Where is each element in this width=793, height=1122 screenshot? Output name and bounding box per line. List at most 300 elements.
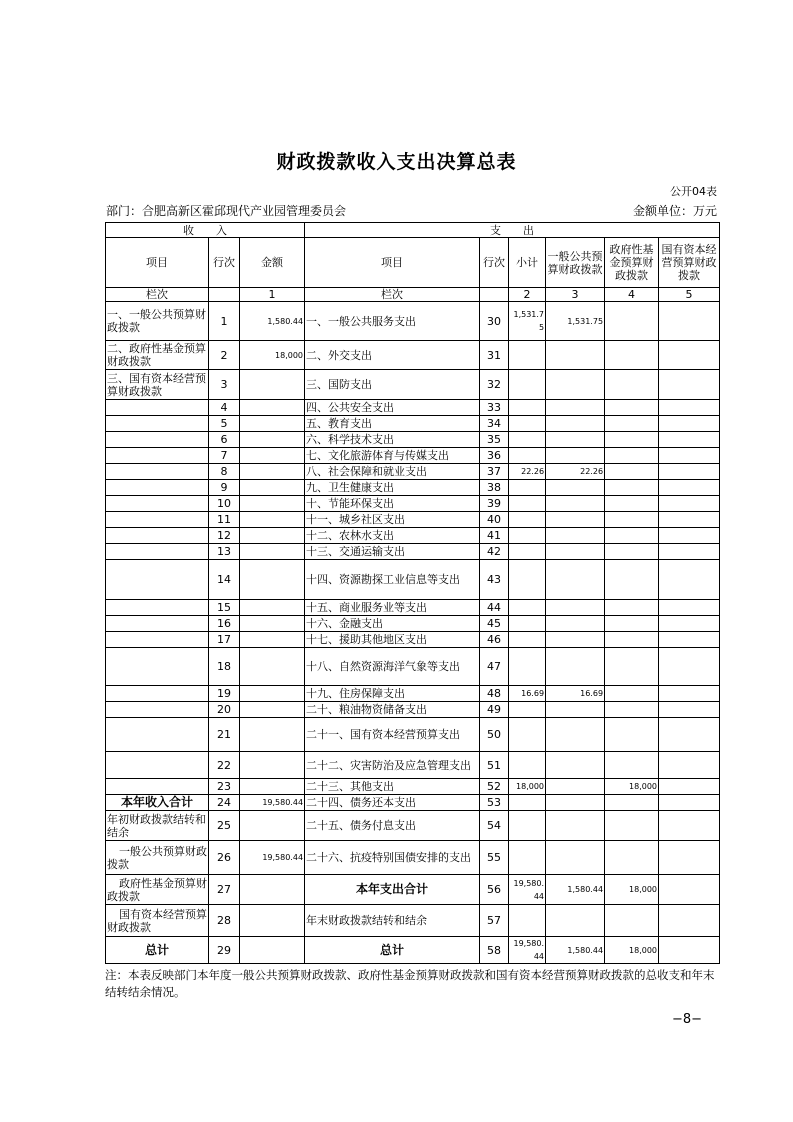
- general-budget-cell: [546, 616, 605, 632]
- expense-item-cell: 本年支出合计: [305, 875, 480, 905]
- income-amount-cell: [240, 811, 305, 841]
- state-capital-budget-cell: [659, 686, 720, 702]
- general-budget-cell: [546, 752, 605, 779]
- fund-budget-cell: [605, 341, 659, 370]
- general-budget-cell: [546, 528, 605, 544]
- subtotal-cell: [509, 718, 546, 752]
- general-budget-cell: [546, 632, 605, 648]
- table-row: [106, 341, 720, 370]
- expense-item-cell: 九、卫生健康支出: [305, 480, 480, 496]
- income-item-header: 项目: [106, 238, 209, 288]
- subtotal-cell: [509, 702, 546, 718]
- state-capital-budget-cell: [659, 512, 720, 528]
- state-capital-budget-cell: [659, 616, 720, 632]
- subtotal-cell: [509, 616, 546, 632]
- subtotal-cell: [509, 341, 546, 370]
- expense-line-cell: 43: [480, 560, 509, 600]
- income-line-cell: 23: [209, 779, 240, 795]
- expense-line-cell: 45: [480, 616, 509, 632]
- fund-budget-cell: [605, 841, 659, 875]
- fund-budget-cell: [605, 302, 659, 341]
- expense-item-cell: 五、教育支出: [305, 416, 480, 432]
- subtotal-cell: 19,580.44: [509, 937, 546, 964]
- expense-line-header: 行次: [480, 238, 509, 288]
- income-line-cell: 29: [209, 937, 240, 964]
- income-item-cell: 政府性基金预算财政拨款: [107, 876, 207, 903]
- page-number: −8−: [672, 1012, 703, 1027]
- expense-line-cell: 30: [480, 302, 509, 341]
- general-budget-cell: [546, 841, 605, 875]
- subtotal-cell: [509, 795, 546, 811]
- expense-item-cell: 二十、粮油物资储备支出: [305, 702, 480, 718]
- income-amount-cell: [240, 686, 305, 702]
- income-line-cell: 13: [209, 544, 240, 560]
- fund-budget-cell: [605, 616, 659, 632]
- expense-line-cell: 44: [480, 600, 509, 616]
- income-amount-cell: [240, 632, 305, 648]
- income-item-cell: [106, 560, 209, 600]
- subtotal-cell: [509, 600, 546, 616]
- table-row: [106, 512, 720, 528]
- expense-item-cell: 十五、商业服务业等支出: [305, 600, 480, 616]
- income-amount-cell: [240, 779, 305, 795]
- fund-budget-cell: [605, 448, 659, 464]
- state-capital-budget-cell: [659, 341, 720, 370]
- table-row: [106, 302, 720, 341]
- income-line-cell: 24: [209, 795, 240, 811]
- income-item-cell: [106, 512, 209, 528]
- page-title: 财政拨款收入支出决算总表: [276, 151, 517, 173]
- income-line-cell: 5: [209, 416, 240, 432]
- fund-budget-cell: 18,000: [605, 779, 659, 795]
- income-line-cell: 6: [209, 432, 240, 448]
- fund-budget-cell: [605, 544, 659, 560]
- table-row: [106, 937, 720, 964]
- income-amount-cell: [240, 560, 305, 600]
- table-row: [106, 560, 720, 600]
- state-capital-budget-cell: [659, 400, 720, 416]
- general-budget-cell: 1,580.44: [546, 875, 605, 905]
- fund-budget-cell: [605, 811, 659, 841]
- subtotal-header: 小计: [509, 238, 546, 288]
- general-budget-cell: 22.26: [546, 464, 605, 480]
- expense-line-cell: 53: [480, 795, 509, 811]
- income-item-cell: [106, 544, 209, 560]
- general-budget-cell: [546, 779, 605, 795]
- table-row: [106, 416, 720, 432]
- expense-item-cell: 二十五、债务付息支出: [305, 811, 480, 841]
- income-amount-cell: 1,580.44: [240, 302, 305, 341]
- expense-line-cell: 35: [480, 432, 509, 448]
- state-capital-budget-cell: [659, 795, 720, 811]
- income-amount-cell: [240, 416, 305, 432]
- expense-line-cell: 38: [480, 480, 509, 496]
- expense-line-cell: 49: [480, 702, 509, 718]
- expense-item-cell: 七、文化旅游体育与传媒支出: [305, 448, 480, 464]
- general-budget-cell: 16.69: [546, 686, 605, 702]
- income-item-cell: [106, 686, 209, 702]
- fund-budget-cell: [605, 432, 659, 448]
- income-item-cell: [106, 496, 209, 512]
- table-row: [106, 496, 720, 512]
- table-row: [106, 370, 720, 400]
- income-item-cell: [106, 616, 209, 632]
- state-capital-budget-cell: [659, 937, 720, 964]
- general-budget-cell: [546, 341, 605, 370]
- subtotal-cell: [509, 512, 546, 528]
- income-amount-cell: 19,580.44: [240, 795, 305, 811]
- fund-budget-cell: 18,000: [605, 937, 659, 964]
- expense-item-cell: 十八、自然资源海洋气象等支出: [305, 648, 480, 686]
- income-amount-cell: [240, 616, 305, 632]
- table-row: [106, 544, 720, 560]
- income-line-cell: 17: [209, 632, 240, 648]
- income-item-cell: 一、一般公共预算财政拨款: [106, 302, 209, 341]
- general-budget-cell: [546, 811, 605, 841]
- general-budget-cell: [546, 448, 605, 464]
- table-row: [106, 779, 720, 795]
- income-line-cell: 28: [209, 905, 240, 937]
- expense-item-cell: 二十三、其他支出: [305, 779, 480, 795]
- income-amount-cell: [240, 875, 305, 905]
- expense-line-cell: 39: [480, 496, 509, 512]
- general-budget-cell: [546, 544, 605, 560]
- general-budget-cell: [546, 795, 605, 811]
- income-item-cell: [106, 752, 209, 779]
- subtotal-cell: [509, 811, 546, 841]
- income-item-cell: 总计: [106, 937, 209, 964]
- income-amount-cell: [240, 432, 305, 448]
- income-line-cell: 15: [209, 600, 240, 616]
- table-row: [106, 795, 720, 811]
- income-line-cell: 10: [209, 496, 240, 512]
- income-amount-cell: [240, 718, 305, 752]
- general-budget-cell: 1,580.44: [546, 937, 605, 964]
- state-capital-budget-cell: [659, 496, 720, 512]
- table-row: [106, 464, 720, 480]
- fund-budget-cell: [605, 512, 659, 528]
- general-budget-cell: 1,531.75: [546, 302, 605, 341]
- general-budget-cell: [546, 718, 605, 752]
- general-budget-cell: [546, 480, 605, 496]
- expense-line-cell: 32: [480, 370, 509, 400]
- fund-budget-cell: [605, 632, 659, 648]
- fund-budget-cell: [605, 718, 659, 752]
- table-row: [106, 448, 720, 464]
- income-item-cell: [106, 648, 209, 686]
- general-budget-cell: [546, 496, 605, 512]
- income-line-cell: 2: [209, 341, 240, 370]
- fund-budget-cell: [605, 528, 659, 544]
- state-header: 国有资本经营预算财政拨款: [659, 238, 720, 288]
- general-budget-cell: [546, 702, 605, 718]
- income-amount-cell: [240, 370, 305, 400]
- footnote: 注：本表反映部门本年度一般公共预算财政拨款、政府性基金预算财政拨款和国有资本经营预算财政拨款的总收支和年末结转结余情况。: [105, 968, 715, 999]
- table-row: [106, 841, 720, 875]
- table-row: [106, 600, 720, 616]
- fund-budget-cell: [605, 480, 659, 496]
- expense-line-cell: 41: [480, 528, 509, 544]
- expense-item-cell: 十九、住房保障支出: [305, 686, 480, 702]
- expense-line-cell: 46: [480, 632, 509, 648]
- table-row: [106, 718, 720, 752]
- budget-table: [105, 222, 720, 964]
- state-capital-budget-cell: [659, 432, 720, 448]
- income-line-cell: 9: [209, 480, 240, 496]
- department-label: 部门：合肥高新区霍邱现代产业园管理委员会: [106, 204, 347, 218]
- expense-line-cell: 37: [480, 464, 509, 480]
- income-line-cell: 4: [209, 400, 240, 416]
- state-capital-budget-cell: [659, 811, 720, 841]
- income-header: 收 入: [106, 223, 305, 238]
- expense-item-cell: 二十六、抗疫特别国债安排的支出: [305, 841, 480, 875]
- general-budget-cell: [546, 370, 605, 400]
- fund-budget-cell: [605, 370, 659, 400]
- income-amount-cell: [240, 544, 305, 560]
- income-amount-cell: [240, 702, 305, 718]
- expense-item-cell: 八、社会保障和就业支出: [305, 464, 480, 480]
- expense-item-cell: 十二、农林水支出: [305, 528, 480, 544]
- income-amount-cell: 19,580.44: [240, 841, 305, 875]
- expense-item-cell: 十七、援助其他地区支出: [305, 632, 480, 648]
- income-item-cell: [106, 702, 209, 718]
- state-capital-budget-cell: [659, 528, 720, 544]
- income-item-cell: [106, 480, 209, 496]
- income-item-cell: [106, 632, 209, 648]
- expense-item-cell: 四、公共安全支出: [305, 400, 480, 416]
- income-item-cell: 年初财政拨款结转和结余: [106, 811, 209, 841]
- state-capital-budget-cell: [659, 905, 720, 937]
- fund-budget-cell: [605, 600, 659, 616]
- column-number: 2: [509, 288, 546, 302]
- expense-item-cell: 十六、金融支出: [305, 616, 480, 632]
- income-line-cell: 16: [209, 616, 240, 632]
- income-line-cell: 8: [209, 464, 240, 480]
- income-item-cell: 三、国有资本经营预算财政拨款: [106, 370, 209, 400]
- expense-line-cell: 54: [480, 811, 509, 841]
- subtotal-cell: 22.26: [509, 464, 546, 480]
- subtotal-cell: [509, 648, 546, 686]
- fund-budget-cell: [605, 752, 659, 779]
- expense-item-cell: 六、科学技术支出: [305, 432, 480, 448]
- state-capital-budget-cell: [659, 875, 720, 905]
- expense-line-cell: 58: [480, 937, 509, 964]
- income-amount-header: 金额: [240, 238, 305, 288]
- column-label: 栏次: [106, 288, 209, 302]
- expense-item-cell: 十四、资源勘探工业信息等支出: [305, 560, 480, 600]
- expense-line-cell: 52: [480, 779, 509, 795]
- income-item-cell: [106, 432, 209, 448]
- state-capital-budget-cell: [659, 632, 720, 648]
- expense-line-cell: 42: [480, 544, 509, 560]
- state-capital-budget-cell: [659, 560, 720, 600]
- expense-item-cell: 二十四、债务还本支出: [305, 795, 480, 811]
- general-budget-cell: [546, 512, 605, 528]
- expense-item-cell: 一、一般公共服务支出: [305, 302, 480, 341]
- income-amount-cell: [240, 480, 305, 496]
- fund-budget-cell: [605, 560, 659, 600]
- state-capital-budget-cell: [659, 370, 720, 400]
- table-row: [106, 702, 720, 718]
- table-row: [106, 648, 720, 686]
- state-capital-budget-cell: [659, 752, 720, 779]
- income-amount-cell: 18,000: [240, 341, 305, 370]
- expense-line-cell: 56: [480, 875, 509, 905]
- subtotal-cell: [509, 752, 546, 779]
- income-line-cell: 14: [209, 560, 240, 600]
- subtotal-cell: [509, 544, 546, 560]
- income-item-cell: 二、政府性基金预算财政拨款: [106, 341, 209, 370]
- state-capital-budget-cell: [659, 416, 720, 432]
- subtotal-cell: [509, 841, 546, 875]
- subtotal-cell: [509, 370, 546, 400]
- column-number: 5: [659, 288, 720, 302]
- income-amount-cell: [240, 400, 305, 416]
- income-item-cell: [106, 600, 209, 616]
- table-row: [106, 528, 720, 544]
- expense-line-cell: 47: [480, 648, 509, 686]
- subtotal-cell: 18,000: [509, 779, 546, 795]
- table-row: [106, 686, 720, 702]
- subtotal-cell: [509, 448, 546, 464]
- expense-line-cell: 57: [480, 905, 509, 937]
- income-amount-cell: [240, 600, 305, 616]
- income-line-cell: 19: [209, 686, 240, 702]
- subtotal-cell: 16.69: [509, 686, 546, 702]
- table-row: [106, 632, 720, 648]
- expense-line-cell: 40: [480, 512, 509, 528]
- empty-cell: [480, 288, 509, 302]
- general-budget-cell: [546, 432, 605, 448]
- table-row: [106, 432, 720, 448]
- income-item-cell: [106, 528, 209, 544]
- expense-item-cell: 十一、城乡社区支出: [305, 512, 480, 528]
- fund-budget-cell: [605, 686, 659, 702]
- income-line-cell: 3: [209, 370, 240, 400]
- table-row: [106, 905, 720, 937]
- table-row: [106, 752, 720, 779]
- general-budget-cell: [546, 560, 605, 600]
- income-amount-cell: [240, 496, 305, 512]
- subtotal-cell: [509, 560, 546, 600]
- expense-line-cell: 33: [480, 400, 509, 416]
- general-budget-cell: [546, 416, 605, 432]
- income-amount-cell: [240, 464, 305, 480]
- income-line-cell: 22: [209, 752, 240, 779]
- general-budget-cell: [546, 905, 605, 937]
- fund-budget-cell: [605, 464, 659, 480]
- income-amount-cell: [240, 528, 305, 544]
- fund-budget-cell: 18,000: [605, 875, 659, 905]
- income-amount-cell: [240, 937, 305, 964]
- income-line-cell: 1: [209, 302, 240, 341]
- subtotal-cell: 19,580.44: [509, 875, 546, 905]
- expense-item-cell: 十、节能环保支出: [305, 496, 480, 512]
- income-item-cell: [106, 448, 209, 464]
- unit-label: 金额单位：万元: [632, 204, 717, 218]
- income-amount-cell: [240, 752, 305, 779]
- fund-budget-cell: [605, 905, 659, 937]
- income-line-cell: 11: [209, 512, 240, 528]
- table-row: [106, 875, 720, 905]
- table-row: [106, 480, 720, 496]
- fund-header: 政府性基金预算财政拨款: [605, 238, 659, 288]
- income-line-cell: 25: [209, 811, 240, 841]
- subtotal-cell: [509, 432, 546, 448]
- expense-item-cell: 总计: [305, 937, 480, 964]
- expense-line-cell: 55: [480, 841, 509, 875]
- income-line-cell: 18: [209, 648, 240, 686]
- expense-item-cell: 年末财政拨款结转和结余: [305, 905, 480, 937]
- income-line-cell: 7: [209, 448, 240, 464]
- state-capital-budget-cell: [659, 480, 720, 496]
- table-row: [106, 400, 720, 416]
- fund-budget-cell: [605, 416, 659, 432]
- income-item-cell: [106, 416, 209, 432]
- income-item-cell: 本年收入合计: [106, 795, 209, 811]
- state-capital-budget-cell: [659, 544, 720, 560]
- general-budget-cell: [546, 400, 605, 416]
- income-item-cell: 一般公共预算财政拨款: [106, 841, 209, 875]
- income-item-cell: [106, 400, 209, 416]
- empty-cell: [209, 288, 240, 302]
- income-line-cell: 12: [209, 528, 240, 544]
- general-budget-cell: [546, 648, 605, 686]
- expense-item-cell: 三、国防支出: [305, 370, 480, 400]
- expense-item-cell: 二十一、国有资本经营预算支出: [305, 718, 480, 752]
- income-amount-cell: [240, 648, 305, 686]
- general-budget-cell: [546, 600, 605, 616]
- income-item-cell: 国有资本经营预算财政拨款: [106, 905, 209, 937]
- expense-item-cell: 二十二、灾害防治及应急管理支出: [305, 752, 480, 779]
- income-line-cell: 26: [209, 841, 240, 875]
- state-capital-budget-cell: [659, 779, 720, 795]
- fund-budget-cell: [605, 702, 659, 718]
- subtotal-cell: [509, 528, 546, 544]
- expense-item-cell: 十三、交通运输支出: [305, 544, 480, 560]
- fund-budget-cell: [605, 795, 659, 811]
- state-capital-budget-cell: [659, 648, 720, 686]
- income-line-cell: 27: [209, 875, 240, 905]
- general-header: 一般公共预算财政拨款: [546, 238, 605, 288]
- expense-line-cell: 36: [480, 448, 509, 464]
- column-number: 3: [546, 288, 605, 302]
- subtotal-cell: [509, 905, 546, 937]
- expense-line-cell: 51: [480, 752, 509, 779]
- subtotal-cell: [509, 496, 546, 512]
- state-capital-budget-cell: [659, 718, 720, 752]
- income-line-header: 行次: [209, 238, 240, 288]
- expense-line-cell: 50: [480, 718, 509, 752]
- income-amount-cell: [240, 905, 305, 937]
- income-amount-cell: [240, 448, 305, 464]
- column-label: 栏次: [305, 288, 480, 302]
- expense-item-header: 项目: [305, 238, 480, 288]
- subtotal-cell: [509, 416, 546, 432]
- subtotal-cell: [509, 480, 546, 496]
- table-row: [106, 616, 720, 632]
- income-amount-cell: [240, 512, 305, 528]
- income-line-cell: 20: [209, 702, 240, 718]
- state-capital-budget-cell: [659, 600, 720, 616]
- state-capital-budget-cell: [659, 448, 720, 464]
- income-item-cell: [106, 464, 209, 480]
- state-capital-budget-cell: [659, 302, 720, 341]
- column-number: 4: [605, 288, 659, 302]
- table-code: 公开04表: [670, 185, 717, 198]
- state-capital-budget-cell: [659, 702, 720, 718]
- expense-item-cell: 二、外交支出: [305, 341, 480, 370]
